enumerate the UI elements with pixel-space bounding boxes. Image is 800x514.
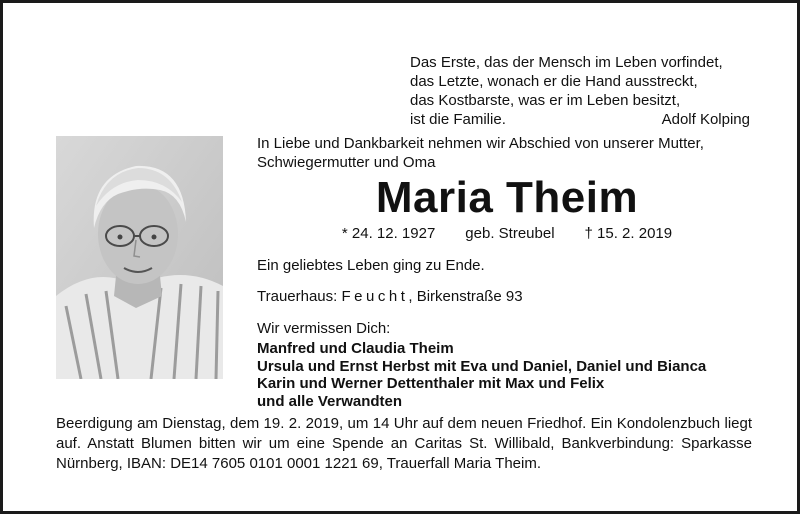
mourning-house [257, 287, 757, 306]
intro-text: In Liebe und Dankbarkeit nehmen wir Abschied von unserer Mutter, Schwiegermutter und Oma [257, 135, 704, 171]
family-member: Ursula und Ernst Herbst mit Eva und Daniel, Daniel und Bianca [257, 357, 707, 375]
quote-author: Adolf Kolping [661, 111, 750, 128]
portrait-photo [56, 136, 223, 379]
funeral-details: Beerdigung am Dienstag, dem 19. 2. 2019, um 14 Uhr auf dem neuen Friedhof. Ein Kondolenzbuch liegt auf. Anstatt Blumen bitten wir um eine Spende an Caritas St. Willibald, Bankverbindung: Sparkasse Nürnberg, IBAN: DE14 7605 0101 0001 1221 69, Trauerfall Maria Theim. [56, 415, 752, 472]
quote-block [410, 53, 750, 129]
quote-line-2: das Letzte, wonach er die Hand ausstreckt, [410, 73, 698, 90]
mourning-house-label: Trauerhaus: [257, 288, 342, 305]
family-member: Karin und Werner Dettenthaler mit Max und Felix [257, 375, 605, 392]
quote-line-4 [410, 110, 750, 129]
life-line: Ein geliebtes Leben ging zu Ende. [257, 257, 485, 274]
deceased-name: Maria Theim [375, 173, 639, 222]
miss-line: Wir vermissen Dich: [257, 320, 391, 337]
portrait-illustration [56, 136, 223, 379]
mourning-house-address: , Birkenstraße 93 [408, 288, 523, 305]
birth-date: * 24. 12. 1927 [341, 225, 436, 242]
family-member: Manfred und Claudia Theim [257, 340, 454, 357]
quote-line-3: das Kostbarste, was er im Leben besitzt, [410, 92, 681, 109]
family-list [257, 340, 777, 410]
maiden-name: geb. Streubel [465, 225, 555, 242]
life-dates [257, 224, 757, 243]
mourning-house-town: Feucht [341, 288, 409, 305]
quote-line-1: Das Erste, das der Mensch im Leben vorfindet, [410, 54, 723, 71]
family-member: und alle Verwandten [257, 392, 403, 410]
quote-last-line: ist die Familie. [410, 111, 506, 128]
death-date: † 15. 2. 2019 [584, 225, 673, 242]
